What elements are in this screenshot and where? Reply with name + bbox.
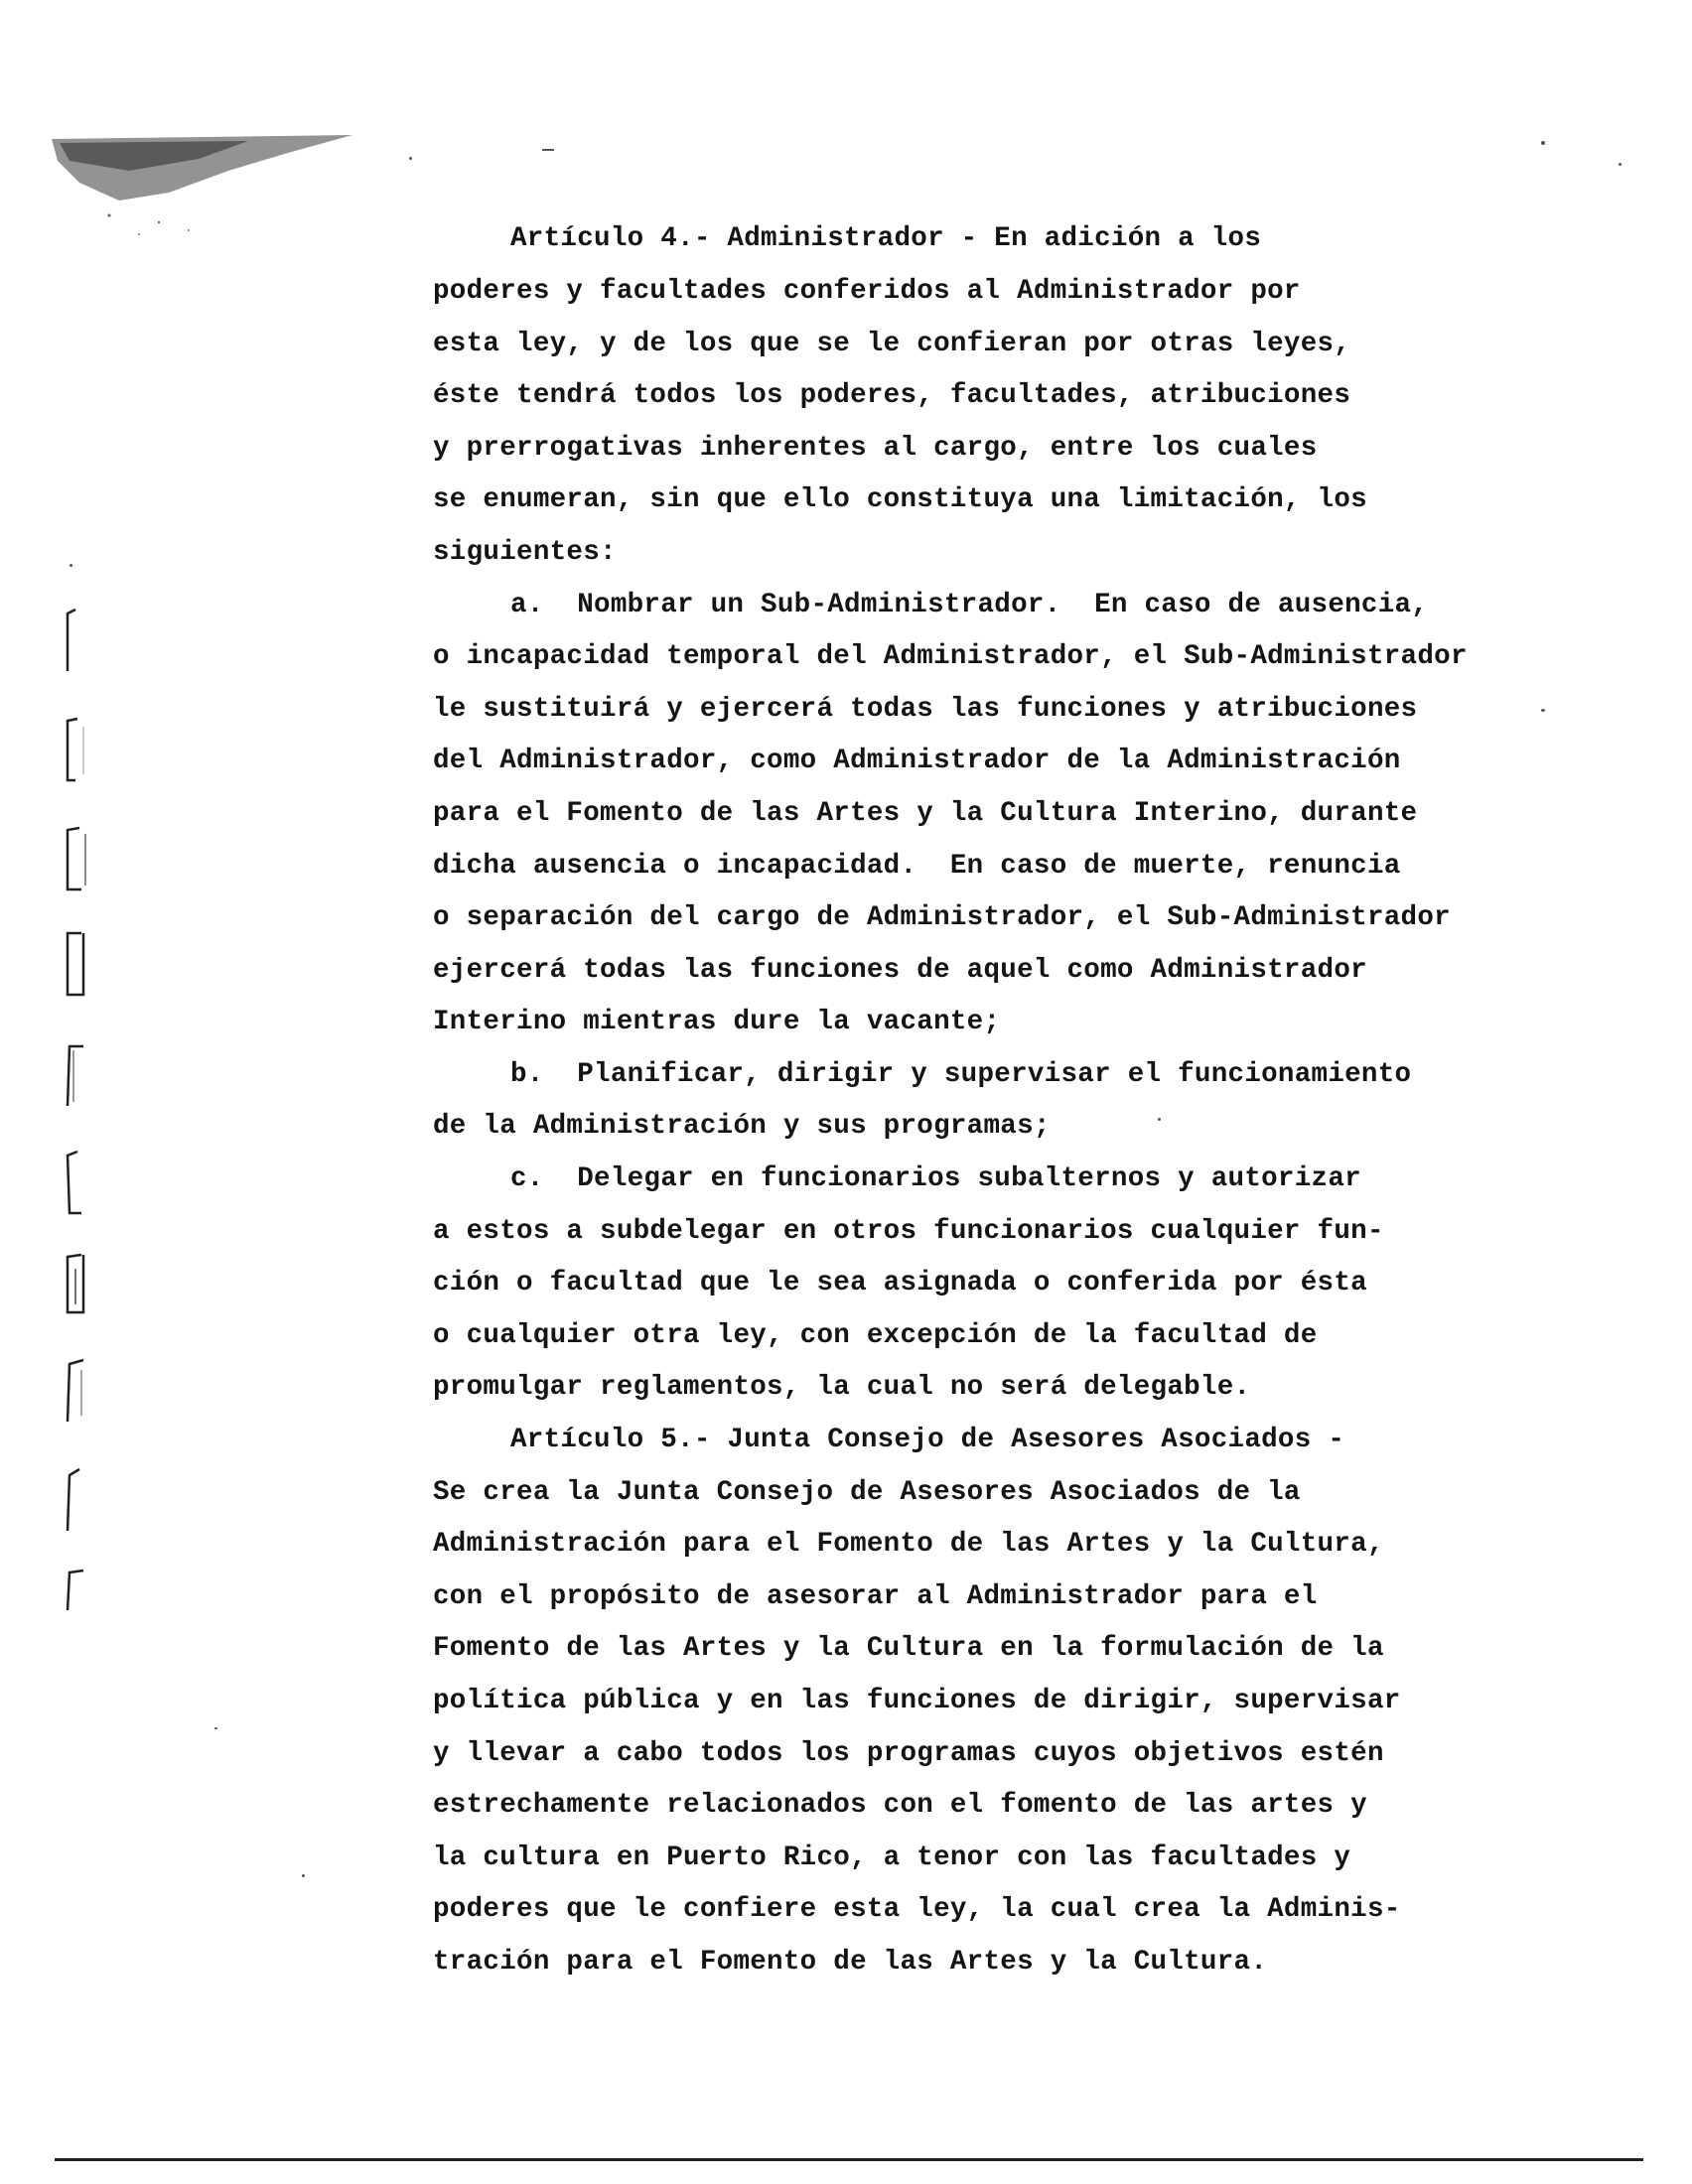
text-line: se enumeran, sin que ello constituya una limitación, los — [433, 484, 1367, 515]
text-line: y llevar a cabo todos los programas cuyos objetivos estén — [433, 1738, 1384, 1769]
text-line: Administración para el Fomento de las Artes y la Cultura, — [433, 1529, 1384, 1560]
text-line: con el propósito de asesorar al Administrador para el — [433, 1581, 1318, 1612]
text-line: ción o facultad que le sea asignada o conferida por ésta — [433, 1268, 1367, 1298]
text-line: Artículo 4.- Administrador - En adición a los — [510, 223, 1262, 254]
text-line: esta ley, y de los que se le confieran por otras leyes, — [433, 329, 1351, 359]
margin-bracket-mark — [62, 1249, 89, 1318]
text-line: siguientes: — [433, 537, 617, 568]
text-line: política pública y en las funciones de dirigir, supervisar — [433, 1686, 1401, 1716]
text-line: Interino mientras dure la vacante; — [433, 1007, 1001, 1037]
text-line: b. Planificar, dirigir y supervisar el funcionamiento — [510, 1059, 1412, 1090]
text-line: o cualquier otra ley, con excepción de la facultad de — [433, 1320, 1318, 1351]
text-line: c. Delegar en funcionarios subalternos y autorizar — [510, 1163, 1361, 1194]
margin-bracket-mark — [62, 715, 89, 784]
scan-speck — [409, 157, 412, 160]
text-line: Fomento de las Artes y la Cultura en la formulación de la — [433, 1633, 1384, 1664]
scan-speck — [302, 1874, 305, 1877]
scan-speck — [542, 149, 554, 151]
text-line: poderes que le confiere esta ley, la cual crea la Adminis- — [433, 1894, 1401, 1925]
margin-bracket-mark — [62, 824, 89, 893]
text-line: poderes y facultades conferidos al Administrador por — [433, 276, 1301, 307]
text-line: o separación del cargo de Administrador, el Sub-Administrador — [433, 902, 1451, 933]
text-line: a estos a subdelegar en otros funcionarios cualquier fun- — [433, 1216, 1384, 1247]
scan-speck — [1541, 141, 1545, 145]
margin-bracket-mark — [62, 606, 89, 675]
text-line: dicha ausencia o incapacidad. En caso de muerte, renuncia — [433, 851, 1401, 882]
text-line: de la Administración y sus programas; — [433, 1111, 1051, 1142]
text-line: la cultura en Puerto Rico, a tenor con las facultades y — [433, 1843, 1351, 1873]
text-line: tración para el Fomento de las Artes y la Cultura. — [433, 1947, 1268, 1978]
text-line: Artículo 5.- Junta Consejo de Asesores Asociados - — [510, 1425, 1345, 1455]
margin-bracket-mark — [62, 929, 89, 999]
margin-bracket-mark — [62, 1465, 89, 1535]
text-line: del Administrador, como Administrador de la Administración — [433, 746, 1401, 776]
text-line: a. Nombrar un Sub-Administrador. En caso de ausencia, — [510, 590, 1429, 620]
text-line: estrechamente relacionados con el fomento de las artes y — [433, 1790, 1367, 1821]
margin-bracket-mark — [62, 1356, 89, 1426]
margin-bracket-mark — [62, 1040, 89, 1110]
text-line: para el Fomento de las Artes y la Cultura Interino, durante — [433, 798, 1418, 829]
scan-speck — [1158, 1118, 1161, 1121]
scan-smudge-artifact — [50, 131, 357, 250]
text-line: le sustituirá y ejercerá todas las funciones y atribuciones — [433, 694, 1418, 725]
scan-speck — [70, 564, 72, 567]
text-line: éste tendrá todos los poderes, facultades, atribuciones — [433, 380, 1351, 411]
text-line: Se crea la Junta Consejo de Asesores Asociados de la — [433, 1477, 1301, 1508]
text-line: ejercerá todas las funciones de aquel como Administrador — [433, 955, 1367, 986]
scan-speck — [1541, 709, 1545, 712]
bottom-rule — [55, 2158, 1643, 2161]
text-line: o incapacidad temporal del Administrador, el Sub-Administrador — [433, 641, 1468, 672]
scan-speck — [1619, 163, 1622, 166]
text-line: y prerrogativas inherentes al cargo, entre los cuales — [433, 433, 1318, 464]
scan-speck — [214, 1727, 217, 1729]
margin-bracket-mark — [62, 1567, 89, 1636]
margin-bracket-mark — [62, 1148, 89, 1217]
text-line: promulgar reglamentos, la cual no será delegable. — [433, 1372, 1251, 1403]
